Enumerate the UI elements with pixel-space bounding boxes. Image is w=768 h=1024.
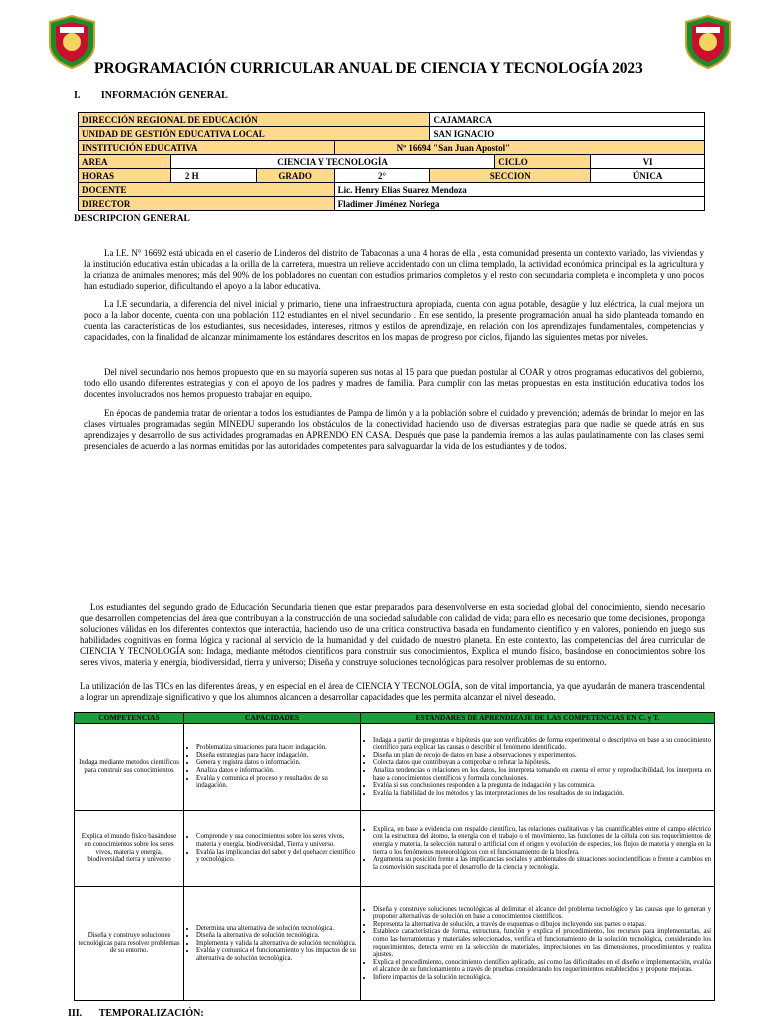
- estandares-list: [364, 826, 711, 872]
- director-label: DIRECTOR: [79, 197, 335, 211]
- list-item: • Evalúa las implicancias del saber y del quehacer científico y tecnológico.: [196, 849, 357, 864]
- area-label: AREA: [79, 155, 171, 169]
- list-item: • Establece características de forma, estructura, función y explica el procedimiento, los recursos para implementarlas, así como las herramientas y materiales seleccionados, verifica el funcionamiento de la solución tecnológica, considerando los requerimientos, detecta error en la selección de materiales, imprecisiones en las dimensiones, procedimientos y realiza ajustes.: [373, 928, 711, 958]
- ugel-label: UNIDAD DE GESTIÓN EDUCATIVA LOCAL: [79, 127, 430, 141]
- table-row: [75, 724, 715, 811]
- capacidades-list: [187, 925, 357, 963]
- area-value: CIENCIA Y TECNOLOGÍA: [170, 155, 494, 169]
- estandares-list: [364, 737, 711, 798]
- paragraph-5: Los estudiantes del segundo grado de Educación Secundaria tienen que estar preparados para desenvolverse en esta sociedad global del conocimiento, siendo necesario que desarrollen competencias del área que contribuyan a la construcción de una sociedad saludable con calidad de vida; para ello es necesario que tome decisiones, proponga soluciones válidas en los diferentes contextos que interactúa, haciendo uso de una crítica constructiva basada en fundamento científico y en valores, poniendo en juego sus habilidades cognitivas en forma lógica y racional al servicio de la humanidad y del cuidado de nuestro planeta. En este contexto, las competencias del área curricular de CIENCIA Y TECNOLOGÍA son: Indaga, mediante métodos científicos para construir sus conocimientos, Explica el mundo físico, basándose en conocimientos sobre los seres vivos, materia y energía, biodiversidad, tierra y universo; Diseña y construye soluciones tecnológicas para resolver problemas de su entorno.: [80, 602, 705, 667]
- capacidades-list: [187, 744, 357, 790]
- list-item: • Explica, en base a evidencia con respaldo científico, las relaciones cualitativas y las cuantificables entre el campo eléctrico con la estructura del átomo, la energía con el trabajo o el movimiento, las funciones de la célula con sus requerimientos de energía y materia, la selección natural o artificial con el origen y evolución de especies, los flujos de materia y energía en la tierra o los fenómenos meteorológicos con el funcionamiento de la biosfera.: [373, 826, 711, 856]
- list-item: • Problematiza situaciones para hacer indagación.: [196, 744, 357, 752]
- list-item: • Analiza datos e información.: [196, 767, 357, 775]
- list-item: • Diseña la alternativa de solución tecnológica.: [196, 932, 357, 940]
- ie-label: INSTITUCIÓN EDUCATIVA: [79, 141, 335, 155]
- list-item: • Evalúa si sus conclusiones responden a la pregunta de indagación y las comunica.: [373, 782, 711, 790]
- estandares-list: [364, 906, 711, 982]
- ciclo-label: CICLO: [495, 155, 591, 169]
- header-estandares: ESTANDARES DE APRENDIZAJE DE LAS COMPETENCIAS EN C. y T.: [361, 713, 715, 724]
- list-item: • Evalúa y comunica el funcionamiento y los impactos de su alternativa de solución tecnológica.: [196, 947, 357, 962]
- list-item: • Evalúa la fiabilidad de los métodos y las interpretaciones de los resultados de su indagación.: [373, 790, 711, 798]
- grado-label: GRADO: [256, 169, 334, 183]
- ie-value: Nº 16694 "San Juan Apostol": [334, 141, 704, 155]
- school-crest-logo-left: [46, 14, 98, 70]
- description-heading: DESCRIPCION GENERAL: [74, 214, 190, 224]
- competencies-table: [74, 712, 715, 1001]
- paragraph-3: Del nivel secundario nos hemos propuesto que en su mayoría superen sus notas al 15 para que puedan postular al COAR y otros programas educativos del gobierno, todo ello usando diferentes estrategias y con el apoyo de los padres y madres de familia. Para cumplir con las metas propuestas en esta institución educativa todos los docentes involucrados nos hemos propuesto trabajar en equipo.: [84, 367, 704, 399]
- dre-value: CAJAMARCA: [430, 113, 705, 127]
- paragraph-1: La I.E. N° 16692 está ubicada en el caserío de Linderos del distrito de Tabaconas a una 4 horas de ella , esta comunidad presenta un contexto variado, las viviendas y la institución educativa están ubicadas a la orilla de la carretera, muestra un relieve accidentado con un clima templado, la actividad económica principal es la agricultura y la crianza de animales menores; más del 90% de los pobladores no cuentan con estudios primarios completos y el resto con secundaria completa e incompleta y uno pocos han estudiado superior, dificultando el apoyo a la labor educativa.: [84, 248, 704, 291]
- section-1-heading: [74, 90, 228, 101]
- dre-label: DIRECCIÓN REGIONAL DE EDUCACIÓN: [79, 113, 430, 127]
- list-item: • Genera y registra datos o información.: [196, 759, 357, 767]
- list-item: • Determina una alternativa de solución tecnológica.: [196, 925, 357, 933]
- list-item: • Colecta datos que contribuyan a comprobar o refutar la hipótesis.: [373, 759, 711, 767]
- table-row: [75, 811, 715, 887]
- section-1-number: I.: [74, 90, 81, 101]
- competencia-cell: Indaga mediante metodos cientificos para construir sus conocimientos: [75, 724, 184, 811]
- paragraph-6: La utilización de las TICs en las diferentes áreas, y en especial en el área de CIENCIA Y TECNOLOGÍA, son de vital importancia, ya que ayudarán de manera trascendental a lograr un aprendizaje significativo y que los alumnos alcancen a desarrollar capacidades que les permita alcanzar el nivel deseado.: [80, 681, 705, 702]
- section-1-label: INFORMACIÓN GENERAL: [100, 90, 228, 101]
- capacidades-list: [187, 833, 357, 863]
- docente-label: DOCENTE: [79, 183, 335, 197]
- docente-value: Lic. Henry Elias Suarez Mendoza: [334, 183, 704, 197]
- paragraph-2: La I.E secundaria, a diferencia del nivel inicial y primario, tiene una infraestructura apropiada, cuenta con agua potable, desagüe y luz eléctrica, la cual mejora un poco a la labor docente, cuenta con una población 112 estudiantes en el nivel secundario . En ese sentido, la presente programación anual ha sido planteada tomando en cuenta las características de los estudiantes, sus necesidades, intereses, ritmos y estilos de aprendizaje, en relación con los aprendizajes fundamentales, competencias y capacidades, con la finalidad de alcanzar mínimamente los estándares descritos en los mapas de progreso por ciclos, fijando las siguientes metas por niveles.: [84, 299, 704, 342]
- list-item: • Infiere impactos de la solución tecnológica.: [373, 974, 711, 982]
- list-item: • Representa la alternativa de solución, a través de esquemas o dibujos incluyendo sus partes o etapas.: [373, 921, 711, 929]
- table-row: [75, 887, 715, 1001]
- header-competencias: COMPETENCIAS: [75, 713, 184, 724]
- ugel-value: SAN IGNACIO: [430, 127, 705, 141]
- horas-label: HORAS: [79, 169, 171, 183]
- list-item: • Indaga a partir de preguntas e hipótesis que son verificables de forma experimental o descriptiva en base a su conocimiento científico para explicar las causas o describir el fenómeno identificado.: [373, 737, 711, 752]
- section-3-label: TEMPORALIZACIÓN:: [98, 1008, 204, 1019]
- info-table: [78, 112, 705, 211]
- document-title: PROGRAMACIÓN CURRICULAR ANUAL DE CIENCIA Y TECNOLOGÍA 2023: [94, 60, 643, 77]
- paragraph-4: En épocas de pandemia tratar de orientar a todos los estudiantes de Pampa de limón y a la población sobre el cuidado y prevención; además de brindar lo mejor en las clases virtuales programadas según MINEDU superando los obstáculos de la conectividad haciendo uso de diversas estrategias para que nadie se quede atrás en sus aprendizajes y desarrollo de sus actividades programadas en APRENDO EN CASA. Después que pase la pandemia iremos a las aulas paulatinamente con las clases semi presenciales de acuerdo a las normas emitidas por las autoridades competentes para salvaguardar la vida de los estudiantes y de todos.: [84, 408, 704, 451]
- grado-value: 2°: [334, 169, 430, 183]
- director-value: Fladimer Jiménez Noriega: [334, 197, 704, 211]
- list-item: • Argumenta su posición frente a las implicancias sociales y ambientales de situaciones sociocientíficas o frente a cambios en la cosmovisión suscitada por el desarrollo de la ciencia y tecnología.: [373, 856, 711, 871]
- competencia-cell: Diseña y construye soluciones tecnológicas para resolver problemas de su entorno.: [75, 887, 184, 1001]
- competencia-cell: Explica el mundo fisico basándose en conocimientos sobre los seres vivos, materia y energía, biodiversidad tierra y universo: [75, 811, 184, 887]
- seccion-value: ÚNICA: [591, 169, 705, 183]
- list-item: • Diseña y construye soluciones tecnológicas al delimitar el alcance del problema tecnológico y las causas que lo generan y proponer alternativas de solución en base a conocimientos científicos.: [373, 906, 711, 921]
- list-item: • Diseña estrategias para hacer indagación.: [196, 752, 357, 760]
- list-item: • Explica el procedimiento, conocimiento científico aplicado, así como las dificultades en el diseño e implementación, evalúa el alcance de su funcionamiento a través de pruebas considerando los requerimientos establecidos y propone mejoras.: [373, 959, 711, 974]
- section-3-number: III.: [68, 1008, 83, 1019]
- list-item: • Diseña un plan de recojo de datos en base a observaciones y experimentos.: [373, 752, 711, 760]
- section-3-heading: [68, 1008, 204, 1019]
- horas-value: 2 H: [170, 169, 256, 183]
- list-item: • Evalúa y comunica el proceso y resultados de su indagación.: [196, 775, 357, 790]
- list-item: • Comprende y usa conocimientos sobre los seres vivos, materia y energía, biodiversidad, Tierra y universo.: [196, 833, 357, 848]
- ciclo-value: VI: [591, 155, 705, 169]
- list-item: • Implementa y valida la alternativa de solución tecnológica.: [196, 940, 357, 948]
- list-item: • Analiza tendencias o relaciones en los datos, los interpreta tomando en cuenta el error y reproducibilidad, los interpreta en base a conocimientos científicos y formula conclusiones.: [373, 767, 711, 782]
- header-capacidades: CAPACIDADES: [184, 713, 361, 724]
- seccion-label: SECCION: [430, 169, 591, 183]
